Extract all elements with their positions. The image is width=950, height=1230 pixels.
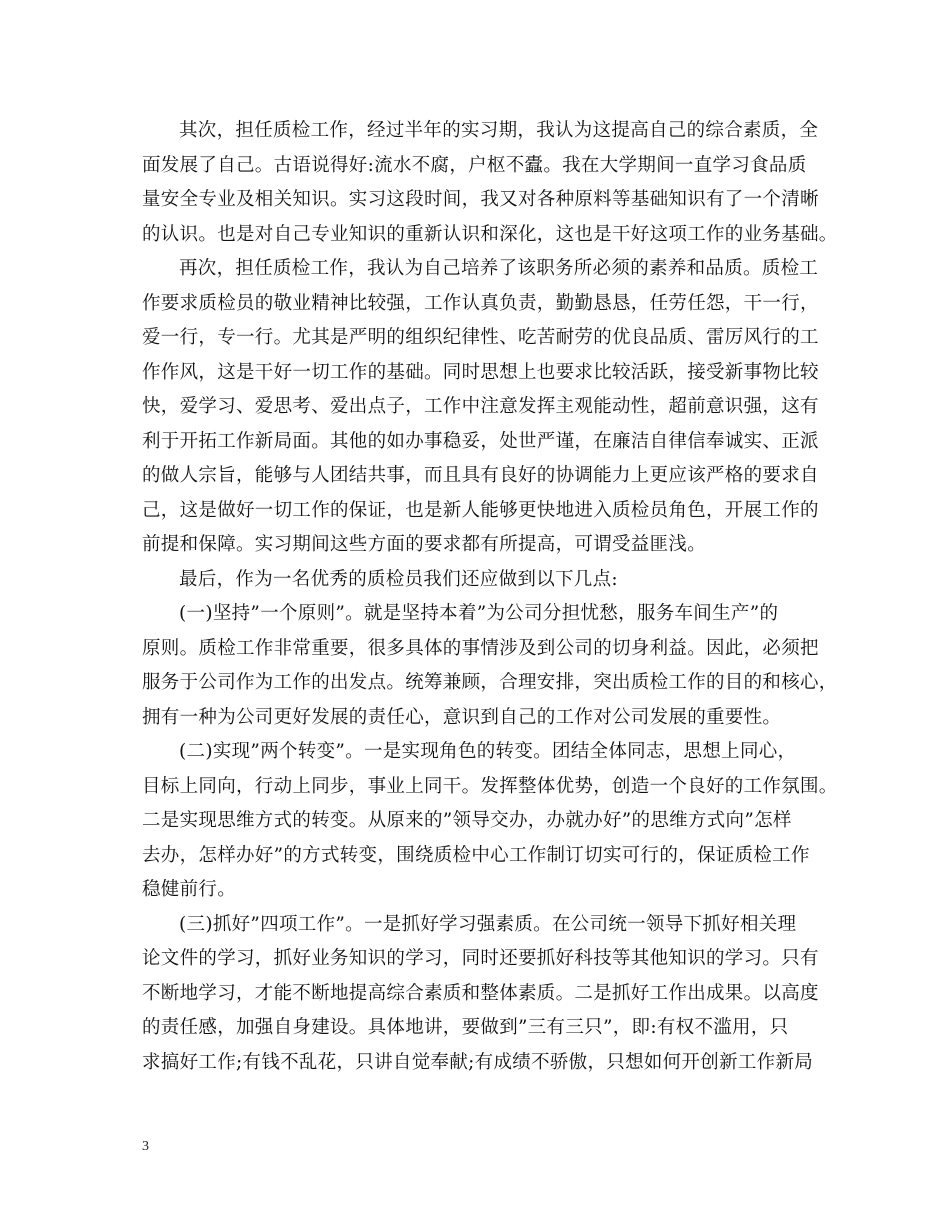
page-number: 3 xyxy=(142,1139,149,1154)
text-line: 面发展了自己。古语说得好:流水不腐，户枢不蠹。我在大学期间一直学习食品质 xyxy=(142,154,807,176)
text-line: 快，爱学习、爱思考、爱出点子，工作中注意发挥主观能动性，超前意识强，这有 xyxy=(142,396,819,417)
text-line: 的责任感，加强自身建设。具体地讲，要做到”三有三只”，即:有权不滥用，只 xyxy=(142,1017,789,1038)
text-line: 的认识。也是对自己专业知识的重新认识和深化，这也是干好这项工作的业务基础。 xyxy=(142,223,838,245)
text-line: 不断地学习，才能不断地提高综合素质和整体素质。二是抓好工作出成果。以高度 xyxy=(142,982,819,1004)
text-line: 其次，担任质检工作，经过半年的实习期，我认为这提高自己的综合素质，全 xyxy=(179,120,819,141)
text-line: 最后，作为一名优秀的质检员我们还应做到以下几点: xyxy=(179,568,618,590)
text-line: 作作风，这是干好一切工作的基础。同时思想上也要求比较活跃，接受新事物比较 xyxy=(142,361,819,383)
text-line: 二是实现思维方式的转变。从原来的”领导交办，办就办好”的思维方式向”怎样 xyxy=(142,810,792,831)
text-line: 求搞好工作;有钱不乱花，只讲自觉奉献;有成绩不骄傲，只想如何开创新工作新局 xyxy=(142,1051,814,1073)
text-line: 量安全专业及相关知识。实习这段时间，我又对各种原料等基础知识有了一个清晰 xyxy=(142,189,819,210)
document-body xyxy=(142,114,838,1080)
text-line: 己，这是做好一切工作的保证，也是新人能够更快地进入质检员角色，开展工作的 xyxy=(142,499,819,521)
text-line: 拥有一种为公司更好发展的责任心，意识到自己的工作对公司发展的重要性。 xyxy=(142,706,782,728)
text-line: 利于开拓工作新局面。其他的如办事稳妥，处世严谨，在廉洁自律信奉诚实、正派 xyxy=(142,430,819,452)
text-line: 稳健前行。 xyxy=(142,879,237,900)
text-line: (一)坚持”一个原则”。就是坚持本着”为公司分担忧愁，服务车间生产”的 xyxy=(179,603,779,624)
text-line: 论文件的学习，抓好业务知识的学习，同时还要抓好科技等其他知识的学习。只有 xyxy=(142,948,819,969)
text-line: 原则。质检工作非常重要，很多具体的事情涉及到公司的切身利益。因此，必须把 xyxy=(142,637,819,659)
text-line: 目标上同向，行动上同步，事业上同干。发挥整体优势，创造一个良好的工作氛围。 xyxy=(142,775,838,797)
text-line: 再次，担任质检工作，我认为自己培养了该职务所必须的素养和品质。质检工 xyxy=(179,258,819,279)
text-line: 作要求质检员的敬业精神比较强，工作认真负责，勤勤恳恳，任劳任怨，干一行， xyxy=(142,292,819,314)
text-line: 爱一行，专一行。尤其是严明的组织纪律性、吃苦耐劳的优良品质、雷厉风行的工 xyxy=(142,327,819,348)
text-line: (三)抓好”四项工作”。一是抓好学习强素质。在公司统一领导下抓好相关理 xyxy=(179,913,797,935)
text-line: (二)实现”两个转变”。一是实现角色的转变。团结全体同志，思想上同心， xyxy=(179,741,797,762)
text-line: 去办，怎样办好”的方式转变，围绕质检中心工作制订切实可行的，保证质检工作 xyxy=(142,844,810,866)
text-line: 的做人宗旨，能够与人团结共事，而且具有良好的协调能力上更应该严格的要求自 xyxy=(142,465,819,486)
text-line: 服务于公司作为工作的出发点。统筹兼顾，合理安排，突出质检工作的目的和核心， xyxy=(142,672,838,693)
text-line: 前提和保障。实习期间这些方面的要求都有所提高，可谓受益匪浅。 xyxy=(142,534,707,555)
